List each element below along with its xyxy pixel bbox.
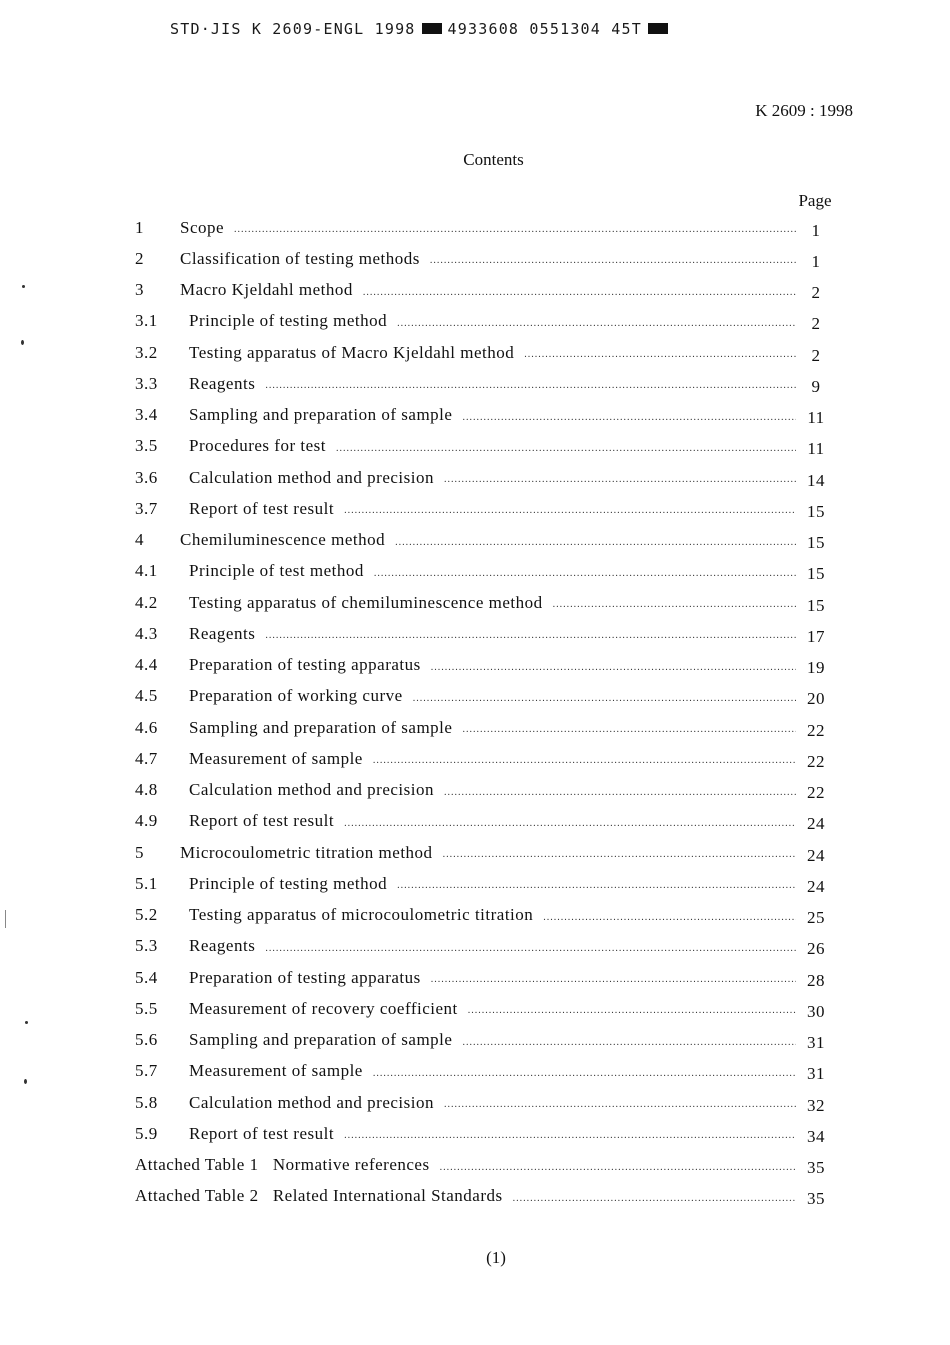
toc-entry-page: 15: [807, 564, 825, 584]
toc-entry: [135, 1087, 832, 1118]
toc-entry-number: 3.1: [135, 311, 158, 331]
toc-entry: [135, 337, 832, 368]
toc-entry-page: 20: [807, 689, 825, 709]
toc-entry-title: Testing apparatus of chemiluminescence method: [189, 592, 543, 612]
toc-entry-title: Sampling and preparation of sample: [189, 1030, 453, 1050]
toc-entry-page: 31: [807, 1033, 825, 1053]
toc-entry-number: 4.6: [135, 717, 158, 737]
dot-leader: [513, 1193, 796, 1204]
toc-entry-page: 35: [807, 1158, 825, 1178]
toc-entry-number: 2: [135, 248, 144, 268]
dot-leader: [543, 912, 796, 923]
toc-entry-title: Reagents: [189, 623, 256, 643]
toc-entry-body: [189, 743, 832, 774]
toc-entry: [135, 493, 832, 524]
toc-entry-number: 4.5: [135, 686, 158, 706]
toc-entry-page: 24: [807, 845, 825, 865]
toc-entry-title: Report of test result: [189, 1123, 335, 1143]
standard-number: K 2609 : 1998: [755, 101, 853, 120]
toc-entry-body: [180, 275, 832, 306]
toc-entry-number: 4.1: [135, 561, 158, 581]
dot-leader: [444, 1099, 796, 1110]
toc-entry-body: [189, 1025, 832, 1056]
toc-entry: [135, 868, 832, 899]
toc-entry-title: Preparation of testing apparatus: [189, 655, 421, 675]
toc-entry-title: Report of test result: [189, 811, 335, 831]
toc-entry-body: [180, 837, 832, 868]
toc-entry-number: 5.6: [135, 1030, 158, 1050]
toc-entry-number: 5.7: [135, 1061, 158, 1081]
toc-entry: [135, 743, 832, 774]
toc-entry-page: 35: [807, 1189, 825, 1209]
toc-entry-body: [189, 462, 832, 493]
redaction-block: [422, 23, 442, 34]
document-code-header: [170, 20, 750, 42]
toc-entry-number: 3.4: [135, 405, 158, 425]
toc-entry-body: [189, 900, 832, 931]
toc-entry-title: Chemiluminescence method: [180, 530, 386, 550]
toc-entry-body: [189, 556, 832, 587]
toc-entry-number: 4.3: [135, 623, 158, 643]
toc-entry: [135, 306, 832, 337]
toc-entry-number: 3: [135, 280, 144, 300]
toc-entry-body: [189, 1056, 832, 1087]
toc-entry: [135, 712, 832, 743]
toc-entry-page: 2: [811, 314, 821, 334]
toc-entry-body: [189, 1087, 832, 1118]
toc-entry-title: Scope: [180, 217, 225, 237]
dot-leader: [344, 818, 796, 829]
toc-entry-body: [135, 1181, 832, 1212]
toc-entry-number: 4.4: [135, 655, 158, 675]
toc-entry-title: Calculation method and precision: [189, 780, 434, 800]
toc-entry-page: 32: [807, 1095, 825, 1115]
dot-leader: [397, 880, 796, 891]
toc-entry: [135, 1056, 832, 1087]
toc-entry-number: 3.5: [135, 436, 158, 456]
toc-entry-number: 5.9: [135, 1123, 158, 1143]
toc-entry-title: Principle of test method: [189, 561, 364, 581]
toc-entry-page: 34: [807, 1126, 825, 1146]
toc-entry-number: 3.3: [135, 373, 158, 393]
page-number-footer: (1): [486, 1248, 506, 1267]
toc-entry-page: 30: [807, 1001, 825, 1021]
scan-speck: [5, 910, 6, 928]
dot-leader: [443, 849, 796, 860]
page-column-label: Page: [798, 191, 832, 210]
toc-entry-page: 22: [807, 783, 825, 803]
toc-entry: [135, 275, 832, 306]
toc-entry-page: 22: [807, 751, 825, 771]
dot-leader: [462, 412, 796, 423]
toc-entry-page: 26: [807, 939, 825, 959]
toc-entry-title: Principle of testing method: [189, 311, 388, 331]
toc-entry-page: 25: [807, 908, 825, 928]
dot-leader: [395, 537, 796, 548]
toc-entry-title: Measurement of sample: [189, 1061, 363, 1081]
page-title: Contents: [463, 150, 524, 169]
toc-entry: [135, 993, 832, 1024]
dot-leader: [462, 1037, 796, 1048]
toc-entry: [135, 681, 832, 712]
toc-entry-number: 4: [135, 530, 144, 550]
dot-leader: [344, 1130, 796, 1141]
dot-leader: [265, 943, 796, 954]
toc-entry-body: [189, 775, 832, 806]
document-code-part-1: STD·JIS K 2609-ENGL 1998: [170, 20, 416, 38]
toc-entry: [135, 243, 832, 274]
toc-entry: [135, 431, 832, 462]
toc-entry-page: 11: [807, 439, 825, 459]
dot-leader: [265, 630, 796, 641]
toc-entry-page: 31: [807, 1064, 825, 1084]
dot-leader: [430, 255, 796, 266]
toc-entry-title: Principle of testing method: [189, 873, 388, 893]
dot-leader: [444, 474, 796, 485]
toc-entry: [135, 1025, 832, 1056]
toc-entry-body: [189, 681, 832, 712]
toc-entry-number: 5: [135, 842, 144, 862]
scan-speck: [25, 1021, 28, 1024]
toc-entry: [135, 837, 832, 868]
toc-entry-title: Calculation method and precision: [189, 1092, 434, 1112]
toc-entry-page: 2: [811, 283, 821, 303]
toc-entry-page: 14: [807, 470, 825, 490]
toc-entry-body: [189, 493, 832, 524]
toc-entry-body: [189, 368, 832, 399]
toc-entry-body: [189, 993, 832, 1024]
toc-entry-title: Sampling and preparation of sample: [189, 717, 453, 737]
toc-entry-body: [189, 931, 832, 962]
toc-entry-title: Preparation of working curve: [189, 686, 403, 706]
scan-speck: [21, 340, 24, 345]
toc-entry-body: [180, 212, 832, 243]
toc-entry-number: 5.1: [135, 873, 158, 893]
toc-entry-page: 9: [811, 376, 821, 396]
toc-entry-body: [189, 1118, 832, 1149]
toc-entry: [135, 462, 832, 493]
dot-leader: [373, 755, 796, 766]
toc-entry: [135, 806, 832, 837]
toc-entry-number: 4.8: [135, 780, 158, 800]
toc-entry: [135, 400, 832, 431]
toc-entry-page: 2: [811, 345, 821, 365]
toc-entry-number: 5.2: [135, 905, 158, 925]
dot-leader: [363, 287, 796, 298]
dot-leader: [431, 974, 796, 985]
dot-leader: [265, 380, 796, 391]
toc-entry-body: [189, 400, 832, 431]
toc-entry-body: [189, 306, 832, 337]
toc-entry-title: Microcoulometric titration method: [180, 842, 433, 862]
toc-entry-body: [180, 243, 832, 274]
dot-leader: [462, 724, 796, 735]
toc-entry-title: Attached Table 2 Related International Standards: [135, 1186, 503, 1206]
dot-leader: [234, 224, 796, 235]
toc-entry-title: Reagents: [189, 936, 256, 956]
toc-entry-title: Report of test result: [189, 498, 335, 518]
dot-leader: [397, 318, 796, 329]
toc-entry: [135, 1150, 832, 1181]
toc-entry-number: 5.4: [135, 967, 158, 987]
toc-entry-body: [189, 337, 832, 368]
toc-entry-body: [189, 587, 832, 618]
dot-leader: [413, 693, 796, 704]
toc-entry-title: Calculation method and precision: [189, 467, 434, 487]
dot-leader: [553, 599, 796, 610]
dot-leader: [431, 662, 796, 673]
toc-entry-page: 24: [807, 814, 825, 834]
toc-entry-body: [180, 525, 832, 556]
toc-entry-page: 24: [807, 876, 825, 896]
toc-entry: [135, 587, 832, 618]
dot-leader: [374, 568, 796, 579]
scan-speck: [22, 285, 25, 288]
toc-entry: [135, 525, 832, 556]
toc-entry-number: 5.5: [135, 998, 158, 1018]
toc-entry-title: Macro Kjeldahl method: [180, 280, 353, 300]
toc-entry-title: Measurement of sample: [189, 748, 363, 768]
toc-entry: [135, 618, 832, 649]
toc-entry-title: Sampling and preparation of sample: [189, 405, 453, 425]
toc-entry-page: 22: [807, 720, 825, 740]
toc-entry-number: 3.7: [135, 498, 158, 518]
toc-entry-title: Measurement of recovery coefficient: [189, 998, 458, 1018]
toc-entry-body: [189, 431, 832, 462]
scan-speck: [24, 1079, 27, 1084]
toc-entry-page: 15: [807, 501, 825, 521]
toc-entry-title: Attached Table 1 Normative references: [135, 1155, 430, 1175]
dot-leader: [373, 1068, 796, 1079]
toc-entry: [135, 1118, 832, 1149]
table-of-contents: [135, 212, 832, 1212]
toc-entry-number: 4.9: [135, 811, 158, 831]
dot-leader: [440, 1162, 796, 1173]
toc-entry-number: 4.2: [135, 592, 158, 612]
toc-entry-number: 1: [135, 217, 144, 237]
document-code-part-2: 4933608 0551304 45T: [447, 20, 642, 38]
toc-entry-body: [189, 806, 832, 837]
toc-entry: [135, 775, 832, 806]
toc-entry-page: 1: [811, 251, 821, 271]
toc-entry: [135, 962, 832, 993]
toc-entry: [135, 650, 832, 681]
toc-entry-body: [189, 712, 832, 743]
toc-entry-title: Testing apparatus of microcoulometric titration: [189, 905, 534, 925]
toc-entry-number: 3.6: [135, 467, 158, 487]
toc-entry-body: [189, 868, 832, 899]
toc-entry-title: Reagents: [189, 373, 256, 393]
dot-leader: [344, 505, 796, 516]
toc-entry-number: 5.8: [135, 1092, 158, 1112]
toc-entry-title: Preparation of testing apparatus: [189, 967, 421, 987]
toc-entry-title: Testing apparatus of Macro Kjeldahl method: [189, 342, 515, 362]
toc-entry: [135, 931, 832, 962]
redaction-block: [648, 23, 668, 34]
toc-entry-page: 28: [807, 970, 825, 990]
toc-entry-page: 15: [807, 533, 825, 553]
toc-entry-number: 3.2: [135, 342, 158, 362]
toc-entry-page: 1: [811, 220, 821, 240]
toc-entry: [135, 556, 832, 587]
toc-entry-page: 17: [807, 626, 825, 646]
toc-entry-title: Procedures for test: [189, 436, 326, 456]
toc-entry: [135, 368, 832, 399]
toc-entry-body: [189, 650, 832, 681]
toc-entry-body: [189, 618, 832, 649]
toc-entry-body: [135, 1150, 832, 1181]
toc-entry-number: 5.3: [135, 936, 158, 956]
toc-entry-page: 11: [807, 408, 825, 428]
dot-leader: [468, 1005, 796, 1016]
dot-leader: [524, 349, 796, 360]
toc-entry: [135, 1181, 832, 1212]
toc-entry-body: [189, 962, 832, 993]
toc-entry: [135, 212, 832, 243]
toc-entry-page: 15: [807, 595, 825, 615]
toc-entry-page: 19: [807, 658, 825, 678]
toc-entry-title: Classification of testing methods: [180, 248, 420, 268]
dot-leader: [444, 787, 796, 798]
toc-entry-number: 4.7: [135, 748, 158, 768]
dot-leader: [336, 443, 796, 454]
toc-entry: [135, 900, 832, 931]
